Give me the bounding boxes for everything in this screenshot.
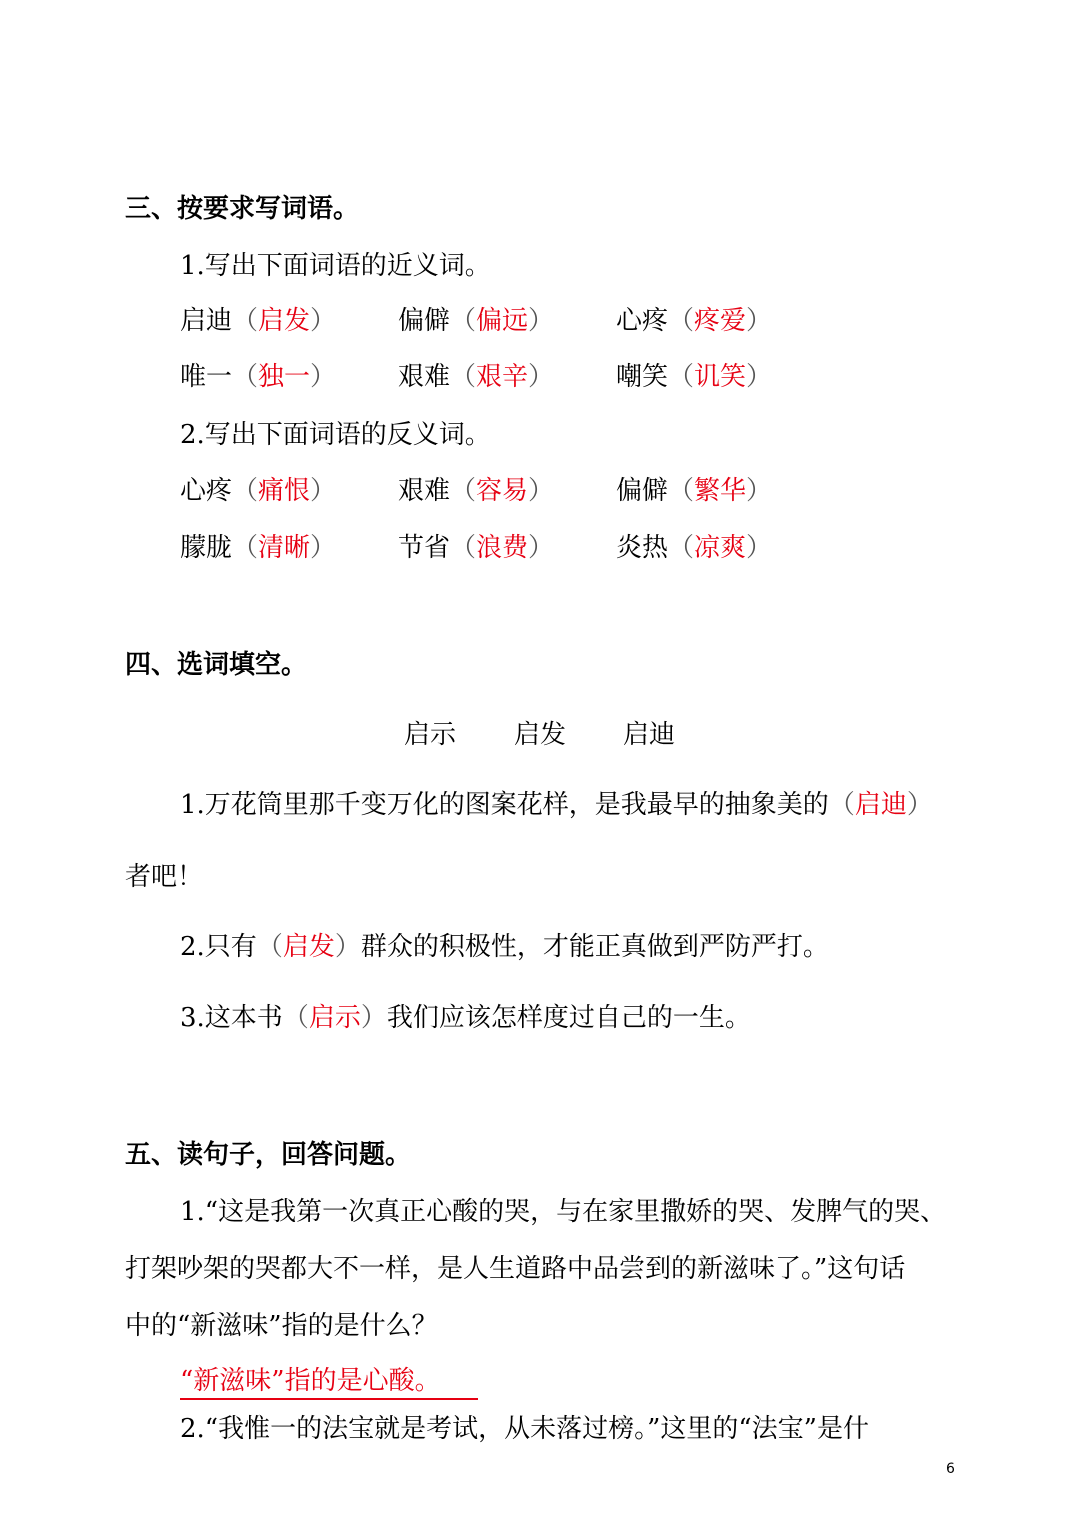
fill-sentence-2: [180, 934, 829, 960]
synonym-item: [398, 364, 554, 390]
word-option: 启示: [404, 720, 457, 750]
close-paren: ）: [360, 1003, 387, 1033]
antonym-item: [616, 478, 772, 504]
antonym-item: [616, 535, 772, 561]
answer: 繁华: [694, 476, 747, 506]
open-paren: （: [450, 306, 477, 336]
question-1-line-2: 打架吵架的哭都大不一样，是人生道路中品尝到的新滋味了。”这句话: [125, 1254, 906, 1284]
synonym-item: [616, 364, 772, 390]
question-2-line-1: 2.“我惟一的法宝就是考试，从未落过榜。”这里的“法宝”是什: [180, 1414, 869, 1444]
word: 嘲笑: [616, 362, 669, 392]
open-paren: （: [450, 362, 477, 392]
answer: 讥笑: [694, 362, 747, 392]
synonym-item: [616, 308, 772, 334]
fill-sentence-1: [180, 792, 933, 818]
question-1-line-3: 中的“新滋味”指的是什么？: [125, 1311, 438, 1341]
open-paren: （: [450, 533, 477, 563]
open-paren: （: [668, 533, 695, 563]
sentence-text: 1.万花筒里那千变万化的图案花样，是我最早的抽象美的: [180, 790, 829, 820]
close-paren: ）: [528, 306, 555, 336]
word: 唯一: [180, 362, 233, 392]
answer: 艰辛: [476, 362, 529, 392]
open-paren: （: [668, 476, 695, 506]
open-paren: （: [668, 362, 695, 392]
open-paren: （: [232, 306, 259, 336]
word-option: 启迪: [623, 720, 676, 750]
page-number: 6: [946, 1461, 955, 1477]
close-paren: ）: [310, 533, 337, 563]
word: 启迪: [180, 306, 233, 336]
sentence-text: 2.只有: [180, 932, 257, 962]
close-paren: ）: [746, 306, 773, 336]
question-1-line-1: 1.“这是我第一次真正心酸的哭，与在家里撒娇的哭、发脾气的哭、: [180, 1197, 947, 1227]
close-paren: ）: [528, 362, 555, 392]
answer: 启发: [258, 306, 311, 336]
sentence-text: 我们应该怎样度过自己的一生。: [386, 1003, 751, 1033]
open-paren: （: [668, 306, 695, 336]
close-paren: ）: [310, 476, 337, 506]
word: 偏僻: [398, 306, 451, 336]
word: 艰难: [398, 476, 451, 506]
word: 心疼: [616, 306, 669, 336]
open-paren: （: [828, 790, 855, 820]
word-option: 启发: [514, 720, 567, 750]
close-paren: ）: [746, 476, 773, 506]
synonym-item: [398, 308, 554, 334]
section4-heading: 四、选词填空。: [125, 650, 308, 680]
close-paren: ）: [334, 932, 361, 962]
fill-sentence-3: [180, 1005, 751, 1031]
fill-sentence-1-continued: 者吧！: [125, 862, 204, 892]
section3-q1-prompt: 1.写出下面词语的近义词。: [180, 251, 491, 281]
close-paren: ）: [528, 533, 555, 563]
question-1-answer: “新滋味”指的是心酸。: [180, 1368, 478, 1400]
antonym-item: [180, 478, 336, 504]
answer: 启发: [282, 932, 335, 962]
answer: 偏远: [476, 306, 529, 336]
sentence-text: 3.这本书: [180, 1003, 283, 1033]
close-paren: ）: [746, 362, 773, 392]
open-paren: （: [256, 932, 283, 962]
close-paren: ）: [310, 306, 337, 336]
word: 偏僻: [616, 476, 669, 506]
open-paren: （: [232, 533, 259, 563]
antonym-item: [398, 535, 554, 561]
close-paren: ）: [528, 476, 555, 506]
synonym-item: [180, 364, 336, 390]
answer: 独一: [258, 362, 311, 392]
answer: 启迪: [854, 790, 907, 820]
sentence-text: 群众的积极性，才能正真做到严防严打。: [360, 932, 829, 962]
word: 节省: [398, 533, 451, 563]
word: 艰难: [398, 362, 451, 392]
word: 炎热: [616, 533, 669, 563]
answer: 浪费: [476, 533, 529, 563]
section3-heading: 三、按要求写词语。: [125, 194, 360, 224]
open-paren: （: [450, 476, 477, 506]
word: 心疼: [180, 476, 233, 506]
close-paren: ）: [906, 790, 933, 820]
open-paren: （: [282, 1003, 309, 1033]
answer: 启示: [308, 1003, 361, 1033]
close-paren: ）: [310, 362, 337, 392]
synonym-item: [180, 308, 336, 334]
antonym-item: [180, 535, 336, 561]
answer: 容易: [476, 476, 529, 506]
answer: 清晰: [258, 533, 311, 563]
antonym-item: [398, 478, 554, 504]
close-paren: ）: [746, 533, 773, 563]
section5-heading: 五、读句子，回答问题。: [125, 1140, 412, 1170]
answer: 痛恨: [258, 476, 311, 506]
word: 朦胧: [180, 533, 233, 563]
answer: 疼爱: [694, 306, 747, 336]
section3-q2-prompt: 2.写出下面词语的反义词。: [180, 420, 491, 450]
answer: 凉爽: [694, 533, 747, 563]
open-paren: （: [232, 362, 259, 392]
open-paren: （: [232, 476, 259, 506]
